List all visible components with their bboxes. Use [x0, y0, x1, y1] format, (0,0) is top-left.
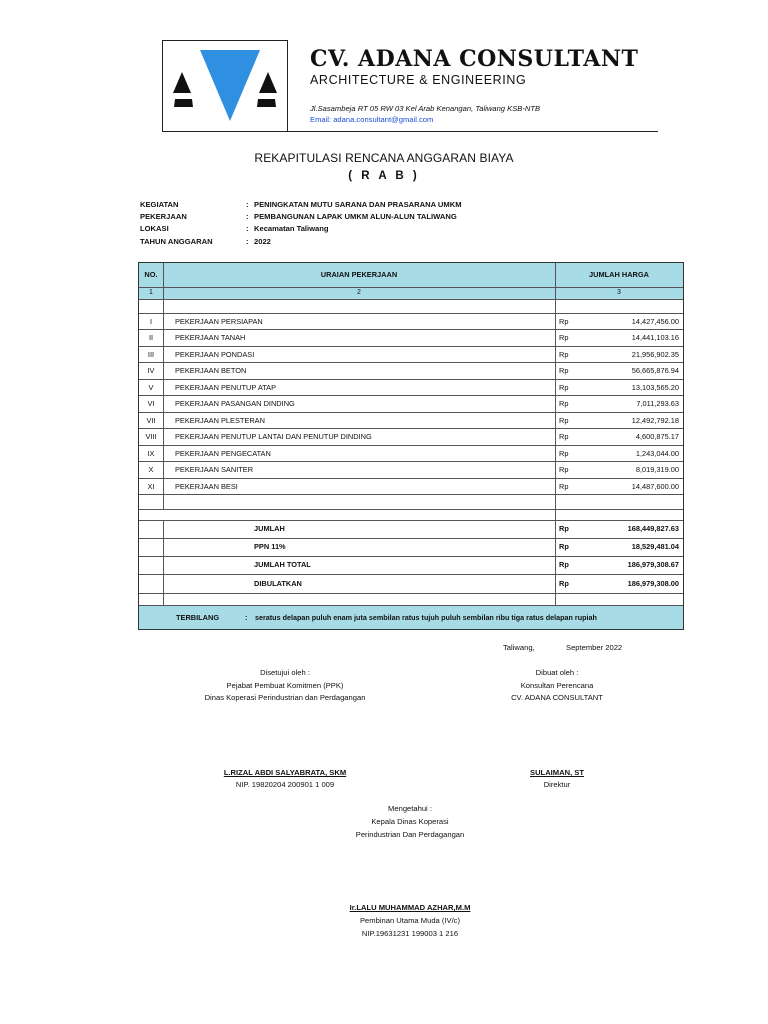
center-sig-id: NIP.19631231 199003 1 216	[361, 929, 459, 938]
colnum-2: 2	[357, 289, 361, 296]
right-sig-line2: Konsultan Perencana	[520, 681, 594, 690]
left-sig-line2: Pejabat Pembuat Komitmen (PPK)	[226, 681, 344, 690]
left-sig-name: L.RIZAL ABDI SALYABRATA, SKM	[223, 768, 347, 777]
row-currency: Rp	[559, 416, 569, 425]
header-no: NO.	[144, 270, 158, 279]
center-sig-line1: Mengetahui :	[388, 804, 432, 813]
total-amount: 186,979,308.67	[627, 560, 679, 569]
document-subtitle: ( R A B )	[348, 170, 420, 182]
row-amount: 14,487,600.00	[631, 482, 679, 491]
row-currency: Rp	[559, 350, 569, 359]
left-sig-line1: Disetujui oleh :	[260, 668, 310, 677]
row-no: II	[148, 333, 154, 342]
header-jumlah: JUMLAH HARGA	[589, 270, 649, 279]
right-sig-line3: CV. ADANA CONSULTANT	[511, 693, 603, 702]
row-currency: Rp	[559, 366, 569, 375]
row-desc: PEKERJAAN BETON	[175, 366, 247, 375]
row-desc: PEKERJAAN PERSIAPAN	[175, 317, 263, 326]
row-desc: PEKERJAAN TANAH	[175, 333, 246, 342]
row-no: V	[148, 383, 154, 392]
total-label: PPN 11%	[254, 542, 286, 551]
terbilang-text: seratus delapan puluh enam juta sembilan ratus tujuh puluh sembilan ribu tiga ratus delapan rupiah	[255, 613, 597, 622]
row-no: VI	[147, 399, 155, 408]
company-email[interactable]: Email: adana.consultant@gmail.com	[310, 115, 434, 124]
row-currency: Rp	[559, 399, 569, 408]
info-label: KEGIATAN	[140, 200, 179, 209]
colnum-3: 3	[617, 289, 621, 296]
row-currency: Rp	[559, 383, 569, 392]
row-desc: PEKERJAAN PONDASI	[175, 350, 255, 359]
total-label: JUMLAH	[254, 524, 285, 533]
terbilang-sep: :	[245, 613, 248, 622]
info-value: PEMBANGUNAN LAPAK UMKM ALUN-ALUN TALIWANG	[254, 212, 457, 221]
company-name: CV. ADANA CONSULTANT	[310, 46, 639, 72]
row-amount: 1,243,044.00	[635, 449, 679, 458]
total-label: JUMLAH TOTAL	[254, 560, 311, 569]
row-desc: PEKERJAAN PLESTERAN	[175, 416, 265, 425]
info-sep: :	[246, 224, 249, 233]
row-no: XI	[147, 482, 155, 491]
center-sig-name: Ir.LALU MUHAMMAD AZHAR,M.M	[349, 903, 471, 912]
row-amount: 8,019,319.00	[635, 465, 679, 474]
left-sig-line3: Dinas Koperasi Perindustrian dan Perdagangan	[204, 693, 366, 702]
center-sig-rank: Pembinan Utama Muda (IV/c)	[359, 916, 461, 925]
header-uraian: URAIAN PEKERJAAN	[320, 270, 398, 279]
row-desc: PEKERJAAN PENUTUP ATAP	[175, 383, 277, 392]
info-label: TAHUN ANGGARAN	[140, 237, 213, 246]
row-currency: Rp	[559, 317, 569, 326]
info-value: PENINGKATAN MUTU SARANA DAN PRASARANA UMKM	[254, 200, 462, 209]
total-currency: Rp	[559, 579, 569, 588]
right-sig-line1: Dibuat oleh :	[535, 668, 579, 677]
letterhead	[162, 40, 658, 132]
total-amount: 18,529,481.04	[631, 542, 679, 551]
row-desc: PEKERJAAN BESI	[175, 482, 238, 491]
row-no: IX	[147, 449, 155, 458]
row-amount: 4,600,875.17	[635, 432, 679, 441]
company-logo	[162, 40, 288, 131]
info-value: 2022	[254, 237, 271, 246]
row-no: IV	[147, 366, 155, 375]
row-currency: Rp	[559, 465, 569, 474]
total-amount: 168,449,827.63	[627, 524, 679, 533]
row-no: I	[149, 317, 153, 326]
date: September 2022	[566, 643, 623, 652]
company-address: Jl.Sasambeja RT 05 RW 03 Kel Arab Kenangan, Taliwang KSB-NTB	[310, 104, 541, 113]
info-sep: :	[246, 212, 249, 221]
total-label: DIBULATKAN	[254, 579, 302, 588]
row-amount: 14,441,103.16	[631, 333, 679, 342]
row-amount: 14,427,456.00	[631, 317, 679, 326]
document-title: REKAPITULASI RENCANA ANGGARAN BIAYA	[254, 151, 514, 165]
row-desc: PEKERJAAN SANITER	[175, 465, 254, 474]
rab-table	[138, 262, 684, 630]
row-no: VIII	[145, 432, 157, 441]
info-value: Kecamatan Taliwang	[254, 224, 329, 233]
logo-icon	[163, 41, 287, 131]
info-label: PEKERJAAN	[140, 212, 187, 221]
row-amount: 13,103,565.20	[631, 383, 679, 392]
row-desc: PEKERJAAN PENUTUP LANTAI DAN PENUTUP DINDING	[175, 432, 372, 441]
place: Taliwang,	[503, 643, 535, 652]
row-no: III	[147, 350, 155, 359]
total-currency: Rp	[559, 524, 569, 533]
row-no: X	[148, 465, 154, 474]
terbilang-label: TERBILANG	[176, 613, 220, 622]
row-currency: Rp	[559, 432, 569, 441]
row-currency: Rp	[559, 333, 569, 342]
row-desc: PEKERJAAN PENGECATAN	[175, 449, 271, 458]
info-label: LOKASI	[140, 224, 169, 233]
row-amount: 7,011,293.63	[636, 399, 679, 408]
center-sig-line3: Perindustrian Dan Perdagangan	[355, 830, 465, 839]
row-amount: 56,665,876.94	[631, 366, 679, 375]
right-sig-id: Direktur	[543, 780, 571, 789]
left-sig-id: NIP. 19820204 200901 1 009	[235, 780, 335, 789]
company-tagline: ARCHITECTURE & ENGINEERING	[310, 73, 527, 87]
row-no: VII	[146, 416, 156, 425]
row-desc: PEKERJAAN PASANGAN DINDING	[175, 399, 295, 408]
center-sig-line2: Kepala Dinas Koperasi	[371, 817, 449, 826]
row-currency: Rp	[559, 482, 569, 491]
row-currency: Rp	[559, 449, 569, 458]
row-amount: 21,956,902.35	[631, 350, 679, 359]
total-currency: Rp	[559, 542, 569, 551]
colnum-1: 1	[149, 289, 153, 296]
row-amount: 12,492,792.18	[631, 416, 679, 425]
total-currency: Rp	[559, 560, 569, 569]
total-amount: 186,979,308.00	[627, 579, 679, 588]
info-sep: :	[246, 237, 249, 246]
right-sig-name: SULAIMAN, ST	[530, 768, 584, 777]
info-sep: :	[246, 200, 249, 209]
